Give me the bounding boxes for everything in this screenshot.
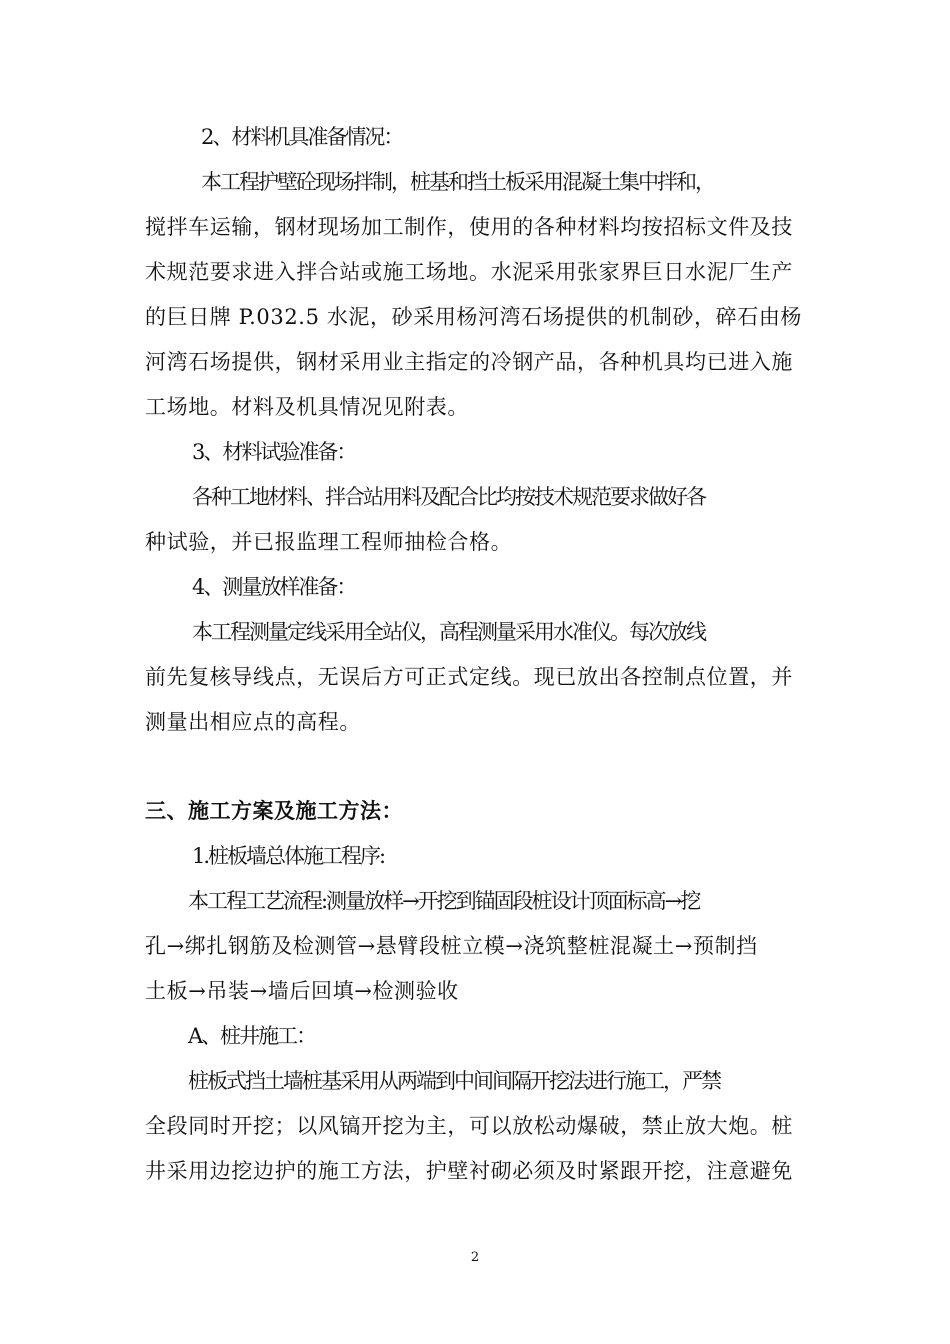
paragraph-line: 的巨日牌 P.032.5 水泥，砂采用杨河湾石场提供的机制砂，碎石由杨	[145, 305, 803, 329]
paragraph-line: 本工程工艺流程:测量放样→开挖到锚固段桩设计顶面标高→挖	[188, 889, 700, 913]
procedure-title: 1.桩板墙总体施工程序:	[192, 844, 385, 868]
paragraph-line: 前先复核导线点，无误后方可正式定线。现已放出各控制点位置，并	[145, 665, 793, 689]
paragraph-line: 桩板式挡土墙桩基采用从两端到中间间隔开挖法进行施工，严禁	[188, 1069, 720, 1093]
section-materials-title: 2、材料机具准备情况：	[201, 125, 403, 149]
paragraph-line: 搅拌车运输，钢材现场加工制作，使用的各种材料均按招标文件及技	[145, 215, 793, 239]
paragraph-line: 术规范要求进入拌合站或施工场地。水泥采用张家界巨日水泥厂生产	[145, 260, 793, 284]
paragraph-line: 全段同时开挖；以风镐开挖为主，可以放松动爆破，禁止放大炮。桩	[145, 1114, 793, 1138]
paragraph-line: 本工程护壁砼现场拌制，桩基和挡土板采用混凝土集中拌和，	[201, 170, 714, 194]
chapter-three-title: 三、施工方案及施工方法：	[145, 799, 403, 823]
paragraph-line: 各种工地材料、拌合站用料及配合比均按技术规范要求做好各	[192, 485, 705, 509]
subsection-a-title: A、桩井施工：	[188, 1024, 316, 1048]
section-survey-title: 4、测量放样准备：	[192, 575, 356, 599]
paragraph-line: 工场地。材料及机具情况见附表。	[145, 395, 469, 419]
section-testing-title: 3、材料试验准备：	[192, 440, 356, 464]
paragraph-line: 本工程测量定线采用全站仪，高程测量采用水准仪。每次放线	[192, 620, 705, 644]
page-number: 2	[470, 1250, 480, 1265]
paragraph-line: 井采用边挖边护的施工方法，护壁衬砌必须及时紧跟开挖，注意避免	[145, 1159, 793, 1183]
paragraph-line: 孔→绑扎钢筋及检测管→悬臂段桩立模→浇筑整桩混凝土→预制挡	[145, 934, 758, 958]
paragraph-line: 测量出相应点的高程。	[145, 710, 361, 734]
paragraph-line: 种试验，并已报监理工程师抽检合格。	[145, 530, 513, 554]
paragraph-line: 土板→吊装→墙后回填→检测验收	[145, 979, 459, 1003]
paragraph-line: 河湾石场提供，钢材采用业主指定的冷钢产品，各种机具均已进入施	[145, 350, 793, 374]
